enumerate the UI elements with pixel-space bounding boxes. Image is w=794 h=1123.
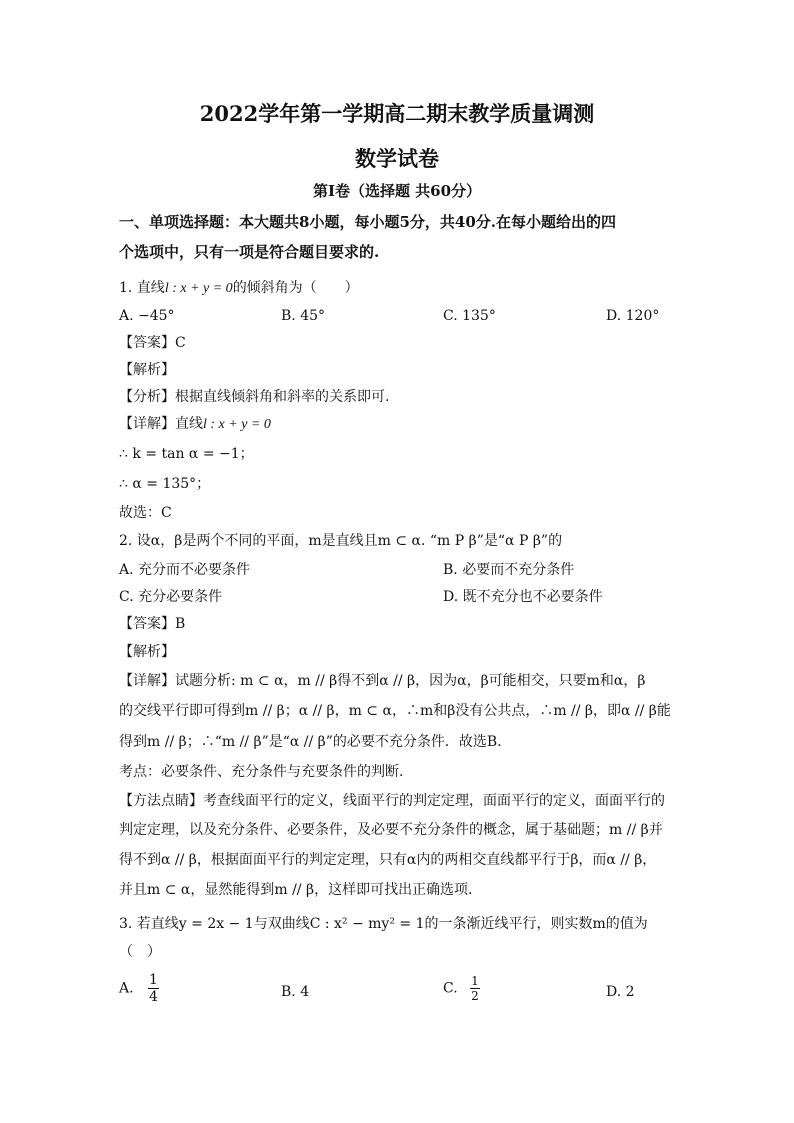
q2-tips-line3: 得不到α // β，根据面面平行的判定定理，只有α内的两相交直线都平行于β，而α // β， <box>119 852 657 868</box>
question-2: 2. 设α，β是两个不同的平面，m是直线且m ⊂ α. “m P β”是“α P β”的 <box>119 533 563 549</box>
section-heading-line1: 一、单项选择题：本大题共8小题，每小题5分，共40分.在每小题给出的四 <box>119 213 616 231</box>
q3-option-a-fraction <box>148 972 159 1005</box>
q2-tips-line1: 【方法点睛】考查线面平行的定义，线面平行的判定定理，面面平行的定义，面面平行的 <box>119 793 665 809</box>
q2-tips-line2: 判定定理，以及充分条件、必要条件，及必要不充分条件的概念，属于基础题；m // β并 <box>119 822 663 838</box>
q1-option-d: D. 120° <box>606 308 660 324</box>
q3-option-c-label: C. <box>443 980 458 997</box>
q2-analysis-label: 【解析】 <box>119 644 175 660</box>
q2-option-b: B. 必要而不充分条件 <box>443 562 575 578</box>
q1-option-c: C. 135° <box>443 308 496 324</box>
q2-option-d: D. 既不充分也不必要条件 <box>443 589 603 605</box>
q2-answer: 【答案】B <box>119 616 186 632</box>
question-1 <box>119 278 359 299</box>
question-1-suffix: 的倾斜角为（ ） <box>232 280 359 296</box>
q1-answer: 【答案】C <box>119 335 186 351</box>
part-heading: 第Ⅰ卷（选择题 共60分） <box>312 182 482 200</box>
q1-method: 【分析】根据直线倾斜角和斜率的关系即可. <box>119 389 390 405</box>
q3-option-a-label: A. <box>119 980 134 997</box>
section-heading-line2: 个选项中，只有一项是符合题目要求的. <box>119 243 380 261</box>
question-3-line1: 3. 若直线y = 2x − 1与双曲线C : x² − my² = 1的一条渐近线平行，则实数m的值为 <box>119 916 648 932</box>
q2-detail-line1: 【详解】试题分析: m ⊂ α，m // β得不到α // β，因为α，β可能相交，只要m和α，β <box>119 673 646 689</box>
q3-option-c-fraction <box>470 974 480 1003</box>
q3-option-d: D. 2 <box>606 984 635 1000</box>
q3-option-a-numerator: 1 <box>149 972 158 988</box>
q1-detail-math: l : x + y = 0 <box>203 417 271 432</box>
q2-option-c: C. 充分必要条件 <box>119 589 223 605</box>
q1-option-b: B. 45° <box>281 308 326 324</box>
question-1-math: l : x + y = 0 <box>164 281 233 296</box>
question-1-prefix: 1. 直线 <box>119 280 165 296</box>
q2-detail-line3: 得到m // β；∴“m // β”是“α // β”的必要不充分条件．故选B． <box>119 734 512 750</box>
q3-option-a <box>119 972 159 1005</box>
question-3-line2: （ ） <box>119 944 161 960</box>
q2-exam-point: 考点：必要条件、充分条件与充要条件的判断. <box>119 764 404 780</box>
q2-option-a: A. 充分而不必要条件 <box>119 562 251 578</box>
q2-tips-line4: 并且m ⊂ α，显然能得到m // β，这样即可找出正确选项. <box>119 882 473 898</box>
q1-step-1: ∴ k = tan α = −1； <box>119 446 254 462</box>
q3-option-c-numerator: 1 <box>471 974 479 988</box>
q3-option-c <box>443 974 480 1003</box>
exam-subtitle: 数学试卷 <box>355 146 439 171</box>
q3-option-c-denominator: 2 <box>471 989 479 1003</box>
q1-detail-prefix: 【详解】直线 <box>119 416 203 432</box>
q1-step-2: ∴ α = 135°； <box>119 476 211 492</box>
q1-detail <box>119 414 271 435</box>
q3-option-b: B. 4 <box>281 984 310 1000</box>
q1-option-a: A. −45° <box>119 308 175 324</box>
q2-detail-line2: 的交线平行即可得到m // β；α // β，m ⊂ α，∴m和β没有公共点，∴m // β，即α // β能 <box>119 703 671 719</box>
q1-analysis-label: 【解析】 <box>119 362 175 378</box>
exam-title: 2022学年第一学期高二期末教学质量调测 <box>199 101 595 126</box>
q3-option-a-denominator: 4 <box>149 989 158 1005</box>
q1-conclusion: 故选：C <box>119 505 172 521</box>
